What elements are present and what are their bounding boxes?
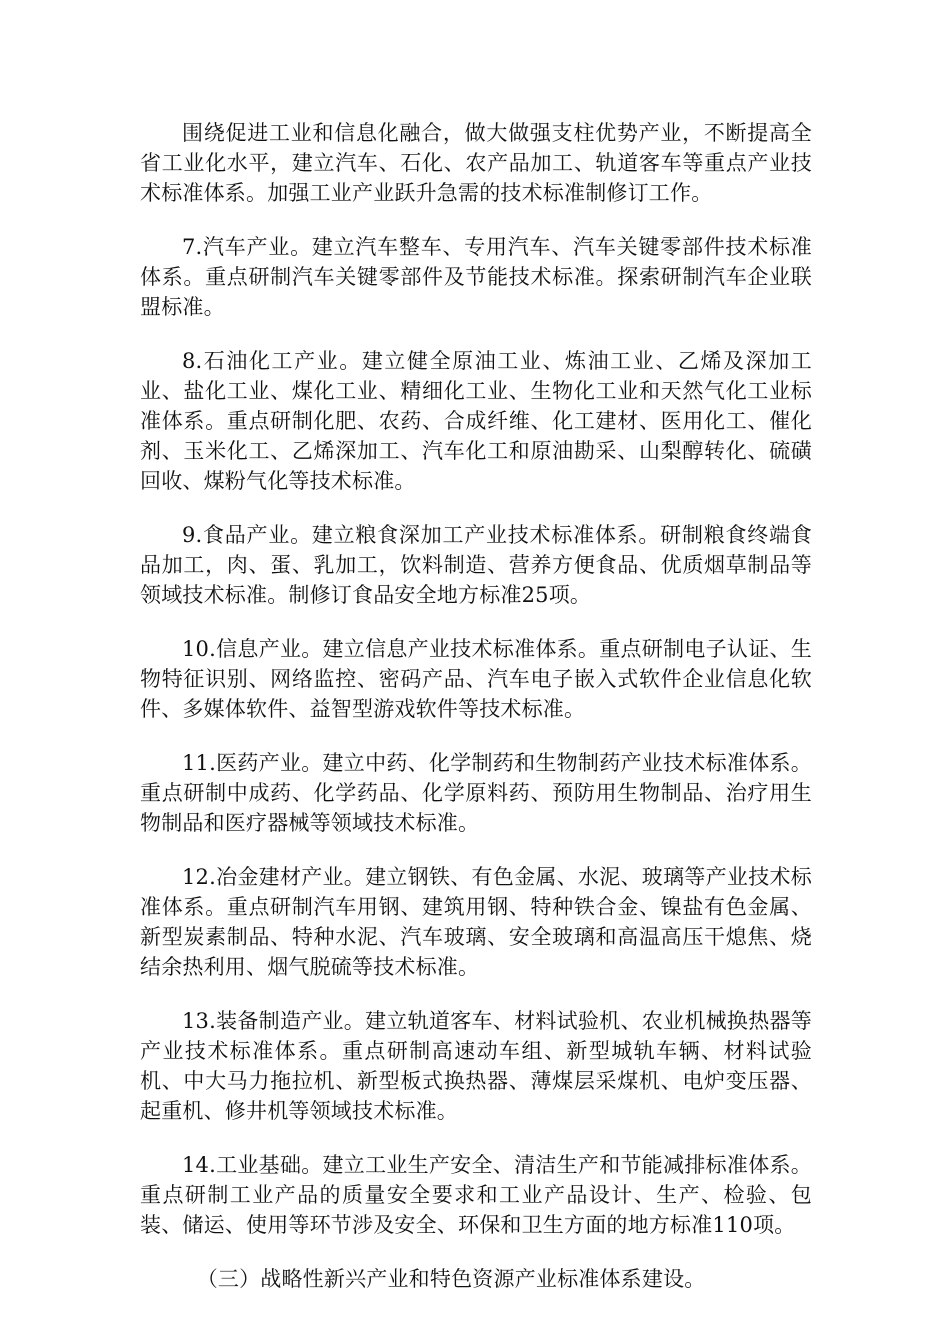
- paragraph-industrial-base: 14.工业基础。建立工业生产安全、清洁生产和节能减排标准体系。重点研制工业产品的质量安全要求和工业产品设计、生产、检验、包装、储运、使用等环节涉及安全、环保和卫生方面的地方标准110项。: [140, 1153, 812, 1237]
- paragraph-automotive: 7.汽车产业。建立汽车整车、专用汽车、汽车关键零部件技术标准体系。重点研制汽车关键零部件及节能技术标准。探索研制汽车企业联盟标准。: [140, 235, 812, 319]
- document-body: [140, 118, 812, 1294]
- paragraph-intro: 围绕促进工业和信息化融合，做大做强支柱优势产业，不断提高全省工业化水平，建立汽车、石化、农产品加工、轨道客车等重点产业技术标准体系。加强工业产业跃升急需的技术标准制修订工作。: [140, 121, 812, 205]
- paragraph-food: 9.食品产业。建立粮食深加工产业技术标准体系。研制粮食终端食品加工，肉、蛋、乳加工，饮料制造、营养方便食品、优质烟草制品等领域技术标准。制修订食品安全地方标准25项。: [140, 523, 812, 607]
- paragraph-information: 10.信息产业。建立信息产业技术标准体系。重点研制电子认证、生物特征识别、网络监控、密码产品、汽车电子嵌入式软件企业信息化软件、多媒体软件、益智型游戏软件等技术标准。: [140, 637, 812, 721]
- paragraph-pharmaceutical: 11.医药产业。建立中药、化学制药和生物制药产业技术标准体系。重点研制中成药、化学药品、化学原料药、预防用生物制品、治疗用生物制品和医疗器械等领域技术标准。: [140, 751, 812, 835]
- section-heading: （三）战略性新兴产业和特色资源产业标准体系建设。: [196, 1267, 706, 1291]
- paragraph-petrochemical: 8.石油化工产业。建立健全原油工业、炼油工业、乙烯及深加工业、盐化工业、煤化工业、精细化工业、生物化工业和天然气化工业标准体系。重点研制化肥、农药、合成纤维、化工建材、医用化工、催化剂、玉米化工、乙烯深加工、汽车化工和原油勘采、山梨醇转化、硫磺回收、煤粉气化等技术标准。: [140, 349, 812, 493]
- paragraph-metallurgy: 12.冶金建材产业。建立钢铁、有色金属、水泥、玻璃等产业技术标准体系。重点研制汽车用钢、建筑用钢、特种铁合金、镍盐有色金属、新型炭素制品、特种水泥、汽车玻璃、安全玻璃和高温高压干熄焦、烧结余热利用、烟气脱硫等技术标准。: [140, 865, 812, 979]
- paragraph-equipment: 13.装备制造产业。建立轨道客车、材料试验机、农业机械换热器等产业技术标准体系。重点研制高速动车组、新型城轨车辆、材料试验机、中大马力拖拉机、新型板式换热器、薄煤层采煤机、电炉变压器、起重机、修井机等领域技术标准。: [140, 1009, 812, 1123]
